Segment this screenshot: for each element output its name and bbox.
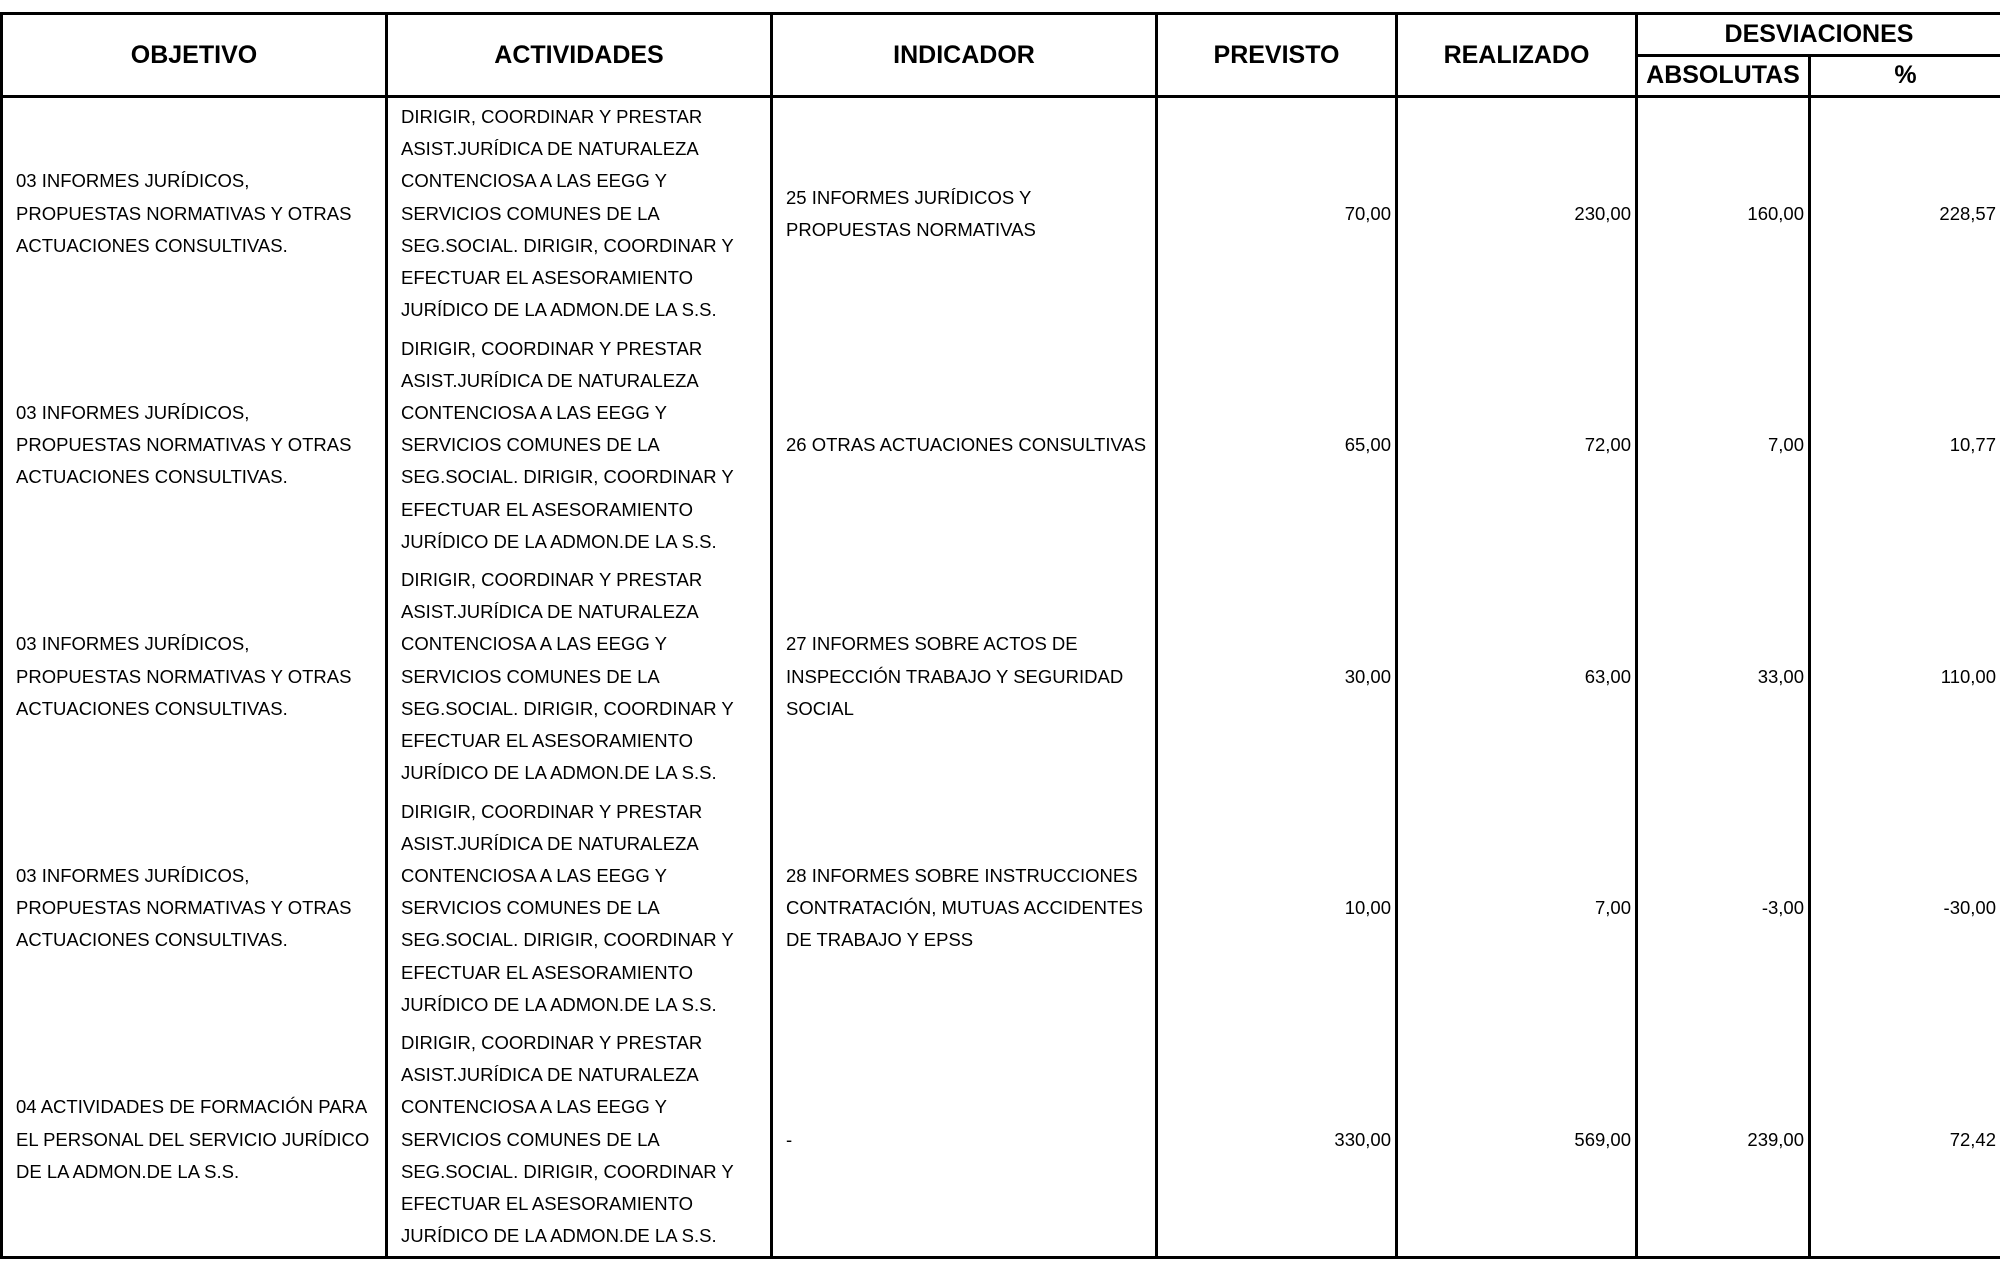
table-row <box>2 1024 2000 1257</box>
table-row <box>2 330 2000 562</box>
indicador-cell: 28 INFORMES SOBRE INSTRUCCIONES CONTRATACIÓN, MUTUAS ACCIDENTES DE TRABAJO Y EPSS <box>772 793 1157 1025</box>
indicador-cell: 27 INFORMES SOBRE ACTOS DE INSPECCIÓN TRABAJO Y SEGURIDAD SOCIAL <box>772 561 1157 793</box>
objetivo-cell: 03 INFORMES JURÍDICOS, PROPUESTAS NORMATIVAS Y OTRAS ACTUACIONES CONSULTIVAS. <box>2 330 387 562</box>
actividades-cell: DIRIGIR, COORDINAR Y PRESTAR ASIST.JURÍDICA DE NATURALEZA CONTENCIOSA A LAS EEGG Y SERVICIOS COMUNES DE LA SEG.SOCIAL. DIRIGIR, COORDINAR Y EFECTUAR EL ASESORAMIENTO JURÍDICO DE LA ADMON.DE LA S.S. <box>387 97 772 330</box>
realizado-cell: 63,00 <box>1397 561 1637 793</box>
table-row <box>2 793 2000 1025</box>
previsto-cell: 330,00 <box>1157 1024 1397 1257</box>
indicador-cell: - <box>772 1024 1157 1257</box>
previsto-cell: 65,00 <box>1157 330 1397 562</box>
absolutas-cell: 160,00 <box>1637 97 1810 330</box>
header-desviaciones: DESVIACIONES <box>1637 14 2000 56</box>
objectives-report-table <box>0 12 2000 1259</box>
header-previsto: PREVISTO <box>1157 14 1397 97</box>
absolutas-cell: -3,00 <box>1637 793 1810 1025</box>
actividades-cell: DIRIGIR, COORDINAR Y PRESTAR ASIST.JURÍDICA DE NATURALEZA CONTENCIOSA A LAS EEGG Y SERVICIOS COMUNES DE LA SEG.SOCIAL. DIRIGIR, COORDINAR Y EFECTUAR EL ASESORAMIENTO JURÍDICO DE LA ADMON.DE LA S.S. <box>387 561 772 793</box>
objetivo-cell: 03 INFORMES JURÍDICOS, PROPUESTAS NORMATIVAS Y OTRAS ACTUACIONES CONSULTIVAS. <box>2 561 387 793</box>
header-realizado: REALIZADO <box>1397 14 1637 97</box>
header-objetivo: OBJETIVO <box>2 14 387 97</box>
objetivo-cell: 03 INFORMES JURÍDICOS, PROPUESTAS NORMATIVAS Y OTRAS ACTUACIONES CONSULTIVAS. <box>2 97 387 330</box>
porcentaje-cell: 72,42 <box>1810 1024 2000 1257</box>
header-absolutas: ABSOLUTAS <box>1637 55 1810 97</box>
realizado-cell: 72,00 <box>1397 330 1637 562</box>
porcentaje-cell: 110,00 <box>1810 561 2000 793</box>
porcentaje-cell: 228,57 <box>1810 97 2000 330</box>
realizado-cell: 230,00 <box>1397 97 1637 330</box>
absolutas-cell: 33,00 <box>1637 561 1810 793</box>
previsto-cell: 30,00 <box>1157 561 1397 793</box>
header-actividades: ACTIVIDADES <box>387 14 772 97</box>
header-porcentaje: % <box>1810 55 2000 97</box>
actividades-cell: DIRIGIR, COORDINAR Y PRESTAR ASIST.JURÍDICA DE NATURALEZA CONTENCIOSA A LAS EEGG Y SERVICIOS COMUNES DE LA SEG.SOCIAL. DIRIGIR, COORDINAR Y EFECTUAR EL ASESORAMIENTO JURÍDICO DE LA ADMON.DE LA S.S. <box>387 1024 772 1257</box>
previsto-cell: 10,00 <box>1157 793 1397 1025</box>
previsto-cell: 70,00 <box>1157 97 1397 330</box>
header-row <box>2 14 2000 56</box>
table-row <box>2 97 2000 330</box>
objetivo-cell: 04 ACTIVIDADES DE FORMACIÓN PARA EL PERSONAL DEL SERVICIO JURÍDICO DE LA ADMON.DE LA S.S. <box>2 1024 387 1257</box>
absolutas-cell: 239,00 <box>1637 1024 1810 1257</box>
absolutas-cell: 7,00 <box>1637 330 1810 562</box>
objetivo-cell: 03 INFORMES JURÍDICOS, PROPUESTAS NORMATIVAS Y OTRAS ACTUACIONES CONSULTIVAS. <box>2 793 387 1025</box>
actividades-cell: DIRIGIR, COORDINAR Y PRESTAR ASIST.JURÍDICA DE NATURALEZA CONTENCIOSA A LAS EEGG Y SERVICIOS COMUNES DE LA SEG.SOCIAL. DIRIGIR, COORDINAR Y EFECTUAR EL ASESORAMIENTO JURÍDICO DE LA ADMON.DE LA S.S. <box>387 793 772 1025</box>
realizado-cell: 7,00 <box>1397 793 1637 1025</box>
indicador-cell: 26 OTRAS ACTUACIONES CONSULTIVAS <box>772 330 1157 562</box>
actividades-cell: DIRIGIR, COORDINAR Y PRESTAR ASIST.JURÍDICA DE NATURALEZA CONTENCIOSA A LAS EEGG Y SERVICIOS COMUNES DE LA SEG.SOCIAL. DIRIGIR, COORDINAR Y EFECTUAR EL ASESORAMIENTO JURÍDICO DE LA ADMON.DE LA S.S. <box>387 330 772 562</box>
porcentaje-cell: -30,00 <box>1810 793 2000 1025</box>
realizado-cell: 569,00 <box>1397 1024 1637 1257</box>
header-indicador: INDICADOR <box>772 14 1157 97</box>
table-row <box>2 561 2000 793</box>
porcentaje-cell: 10,77 <box>1810 330 2000 562</box>
indicador-cell: 25 INFORMES JURÍDICOS Y PROPUESTAS NORMATIVAS <box>772 97 1157 330</box>
